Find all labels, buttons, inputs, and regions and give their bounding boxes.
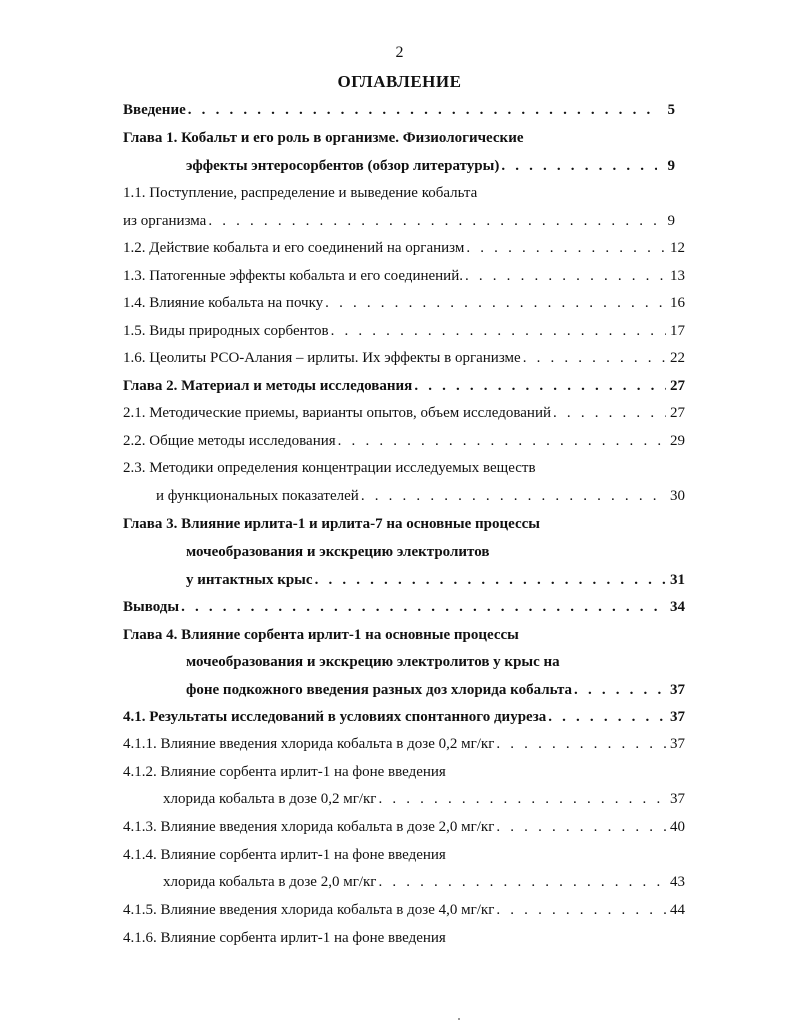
toc-entry-chapter-3 — [123, 514, 540, 534]
toc-entry-2-3 — [123, 458, 536, 478]
scan-speck — [458, 1018, 460, 1020]
toc-entry-page: 13 — [670, 268, 685, 284]
toc-entry-page: 30 — [670, 488, 685, 504]
dot-leader — [361, 486, 666, 506]
dot-leader — [496, 734, 666, 754]
toc-entry-chapter-4-cont2 — [186, 680, 685, 700]
toc-entry-text: 2.2. Общие методы исследования — [123, 433, 336, 449]
toc-entry-text: Глава 2. Материал и методы исследования — [123, 378, 413, 394]
dot-leader — [378, 789, 666, 809]
toc-entry-text: 1.2. Действие кобальта и его соединений на организм — [123, 240, 465, 256]
toc-entry-1-2 — [123, 238, 685, 258]
toc-entry-text: хлорида кобальта в дозе 2,0 мг/кг — [163, 874, 377, 890]
dot-leader — [208, 211, 657, 231]
toc-entry-text: 1.1. Поступление, распределение и выведение кобальта — [123, 185, 478, 201]
toc-entry-page: 16 — [670, 295, 685, 311]
toc-entry-1-4 — [123, 293, 685, 313]
dot-leader — [338, 431, 666, 451]
toc-entry-text: 1.4. Влияние кобальта на почку — [123, 295, 324, 311]
toc-entry-page: 9 — [667, 213, 675, 229]
toc-entry-text: из организма — [123, 213, 207, 229]
toc-entry-page: 37 — [670, 791, 685, 807]
toc-entry-text: фоне подкожного введения разных доз хлорида кобальта — [186, 682, 573, 698]
toc-entry-1-6 — [123, 348, 685, 368]
toc-entry-4-1-4-cont — [163, 872, 685, 892]
toc-entry-4-1 — [123, 707, 685, 727]
toc-entry-text: Введение — [123, 102, 186, 118]
toc-entry-1-1 — [123, 183, 477, 203]
page-title: ОГЛАВЛЕНИЕ — [337, 72, 462, 91]
toc-entry-2-2 — [123, 431, 685, 451]
toc-entry-chapter-3-cont2 — [186, 570, 685, 590]
toc-entry-page: 17 — [670, 323, 685, 339]
dot-leader — [181, 597, 666, 617]
toc-entry-text: у интактных крыс — [186, 572, 313, 588]
toc-entry-page: 43 — [670, 874, 685, 890]
toc-entry-text: и функциональных показателей — [156, 488, 359, 504]
toc-entry-1-3 — [123, 266, 685, 286]
dot-leader — [325, 293, 666, 313]
toc-entry-text: мочеобразования и экскрецию электролитов — [186, 544, 490, 560]
toc-entry-page: 37 — [670, 682, 685, 698]
toc-entry-1-5 — [123, 321, 685, 341]
toc-entry-text: 4.1.6. Влияние сорбента ирлит-1 на фоне введения — [123, 930, 446, 946]
toc-entry-chapter-2 — [123, 376, 685, 396]
toc-entry-4-1-5 — [123, 900, 685, 920]
dot-leader — [331, 321, 666, 341]
toc-entry-2-3-cont — [156, 486, 685, 506]
dot-leader — [553, 403, 666, 423]
toc-entry-conclusions — [123, 597, 685, 617]
dot-leader — [315, 570, 666, 590]
toc-entry-page: 29 — [670, 433, 685, 449]
toc-entry-text: 1.6. Цеолиты РСО-Алания – ирлиты. Их эффекты в организме — [123, 350, 521, 366]
toc-entry-text: Выводы — [123, 599, 180, 615]
toc-entry-text: Глава 1. Кобальт и его роль в организме. Физиологические — [123, 130, 524, 146]
dot-leader — [501, 156, 657, 176]
toc-entry-chapter-4-cont — [186, 652, 560, 672]
toc-entry-1-1-cont — [123, 211, 675, 231]
toc-entry-4-1-2-cont — [163, 789, 685, 809]
toc-entry-text: хлорида кобальта в дозе 0,2 мг/кг — [163, 791, 377, 807]
toc-entry-page: 34 — [670, 599, 685, 615]
dot-leader — [414, 376, 666, 396]
toc-entry-4-1-1 — [123, 734, 685, 754]
toc-entry-page: 40 — [670, 819, 685, 835]
dot-leader — [548, 707, 666, 727]
toc-entry-text: 4.1.3. Влияние введения хлорида кобальта в дозе 2,0 мг/кг — [123, 819, 495, 835]
dot-leader — [574, 680, 666, 700]
toc-entry-text: Глава 3. Влияние ирлита-1 и ирлита-7 на основные процессы — [123, 516, 540, 532]
page-number: 2 — [395, 44, 404, 61]
toc-entry-text: 2.3. Методики определения концентрации исследуемых веществ — [123, 460, 536, 476]
toc-entry-page: 37 — [670, 709, 685, 725]
toc-entry-4-1-2 — [123, 762, 446, 782]
toc-entry-4-1-6 — [123, 928, 446, 948]
toc-entry-page: 12 — [670, 240, 685, 256]
toc-entry-page: 31 — [670, 572, 685, 588]
dot-leader — [188, 100, 657, 120]
toc-entry-text: Глава 4. Влияние сорбента ирлит-1 на основные процессы — [123, 627, 519, 643]
toc-entry-page: 44 — [670, 902, 685, 918]
toc-entry-intro — [123, 100, 675, 120]
dot-leader — [496, 900, 666, 920]
toc-entry-text: 1.5. Виды природных сорбентов — [123, 323, 329, 339]
toc-entry-text: 4.1.2. Влияние сорбента ирлит-1 на фоне введения — [123, 764, 446, 780]
toc-entry-page: 27 — [670, 378, 685, 394]
toc-entry-page: 9 — [667, 158, 675, 174]
dot-leader — [378, 872, 666, 892]
toc-entry-4-1-3 — [123, 817, 685, 837]
toc-entry-page: 22 — [670, 350, 685, 366]
dot-leader — [465, 266, 666, 286]
toc-entry-page: 37 — [670, 736, 685, 752]
dot-leader — [523, 348, 666, 368]
toc-entry-2-1 — [123, 403, 685, 423]
toc-entry-page: 27 — [670, 405, 685, 421]
toc-entry-page: 5 — [667, 102, 675, 118]
toc-entry-text: 4.1.1. Влияние введения хлорида кобальта в дозе 0,2 мг/кг — [123, 736, 495, 752]
toc-entry-text: 4.1.4. Влияние сорбента ирлит-1 на фоне введения — [123, 847, 446, 863]
toc-entry-text: мочеобразования и экскрецию электролитов у крыс на — [186, 654, 560, 670]
toc-entry-chapter-4 — [123, 625, 519, 645]
toc-entry-chapter-1-cont — [186, 156, 675, 176]
toc-entry-chapter-3-cont — [186, 542, 489, 562]
toc-entry-text: эффекты энтеросорбентов (обзор литературы) — [186, 158, 500, 174]
toc-entry-text: 1.3. Патогенные эффекты кобальта и его соединений. — [123, 268, 463, 284]
toc-entry-text: 4.1.5. Влияние введения хлорида кобальта в дозе 4,0 мг/кг — [123, 902, 495, 918]
dot-leader — [466, 238, 666, 258]
toc-entry-text: 4.1. Результаты исследований в условиях спонтанного диуреза — [123, 709, 547, 725]
toc-entry-chapter-1 — [123, 128, 524, 148]
toc-entry-4-1-4 — [123, 845, 446, 865]
toc-entry-text: 2.1. Методические приемы, варианты опытов, объем исследований — [123, 405, 552, 421]
dot-leader — [496, 817, 666, 837]
